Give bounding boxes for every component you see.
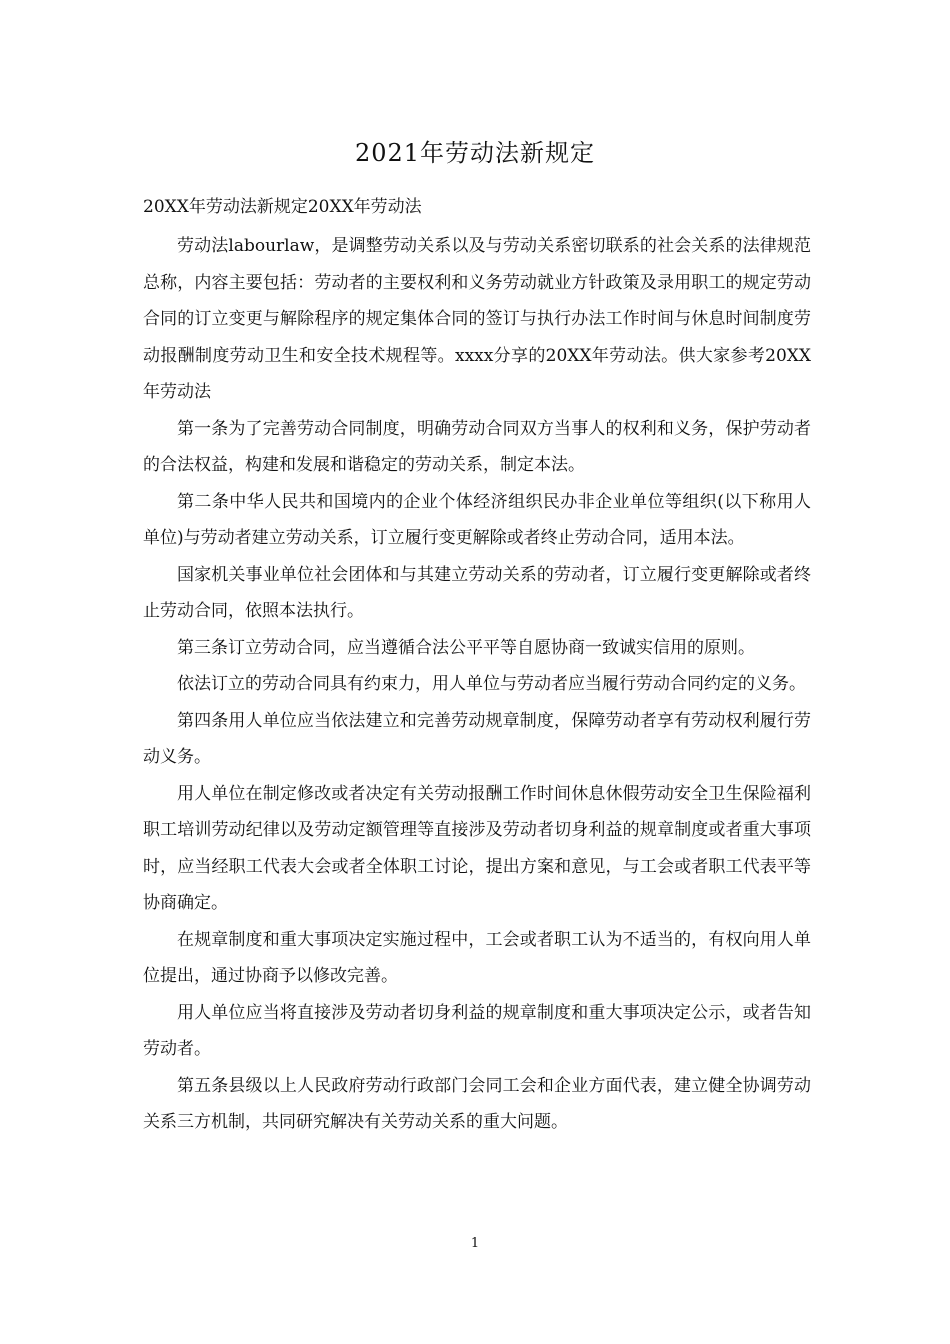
document-body [143,228,811,1141]
paragraph-article-4-cont-3: 用人单位应当将直接涉及劳动者切身利益的规章制度和重大事项决定公示，或者告知劳动者。 [143,1002,811,1059]
paragraph-article-1: 第一条为了完善劳动合同制度，明确劳动合同双方当事人的权利和义务，保护劳动者的合法权益，构建和发展和谐稳定的劳动关系，制定本法。 [143,418,811,475]
document-title: 2021年劳动法新规定 [354,139,596,167]
paragraph-article-2: 第二条中华人民共和国境内的企业个体经济组织民办非企业单位等组织(以下称用人单位)与劳动者建立劳动关系，订立履行变更解除或者终止劳动合同，适用本法。 [143,491,811,548]
paragraph-article-4: 第四条用人单位应当依法建立和完善劳动规章制度，保障劳动者享有劳动权利履行劳动义务。 [143,710,811,767]
paragraph-article-5: 第五条县级以上人民政府劳动行政部门会同工会和企业方面代表，建立健全协调劳动关系三方机制，共同研究解决有关劳动关系的重大问题。 [143,1075,811,1132]
paragraph-article-3: 第三条订立劳动合同，应当遵循合法公平平等自愿协商一致诚实信用的原则。 [177,637,755,658]
paragraph-article-4-cont-2: 在规章制度和重大事项决定实施过程中，工会或者职工认为不适当的，有权向用人单位提出，通过协商予以修改完善。 [143,929,811,986]
paragraph-article-4-cont-1: 用人单位在制定修改或者决定有关劳动报酬工作时间休息休假劳动安全卫生保险福利职工培训劳动纪律以及劳动定额管理等直接涉及劳动者切身利益的规章制度或者重大事项时，应当经职工代表大会或者全体职工讨论，提出方案和意见，与工会或者职工代表平等协商确定。 [143,783,811,913]
paragraph-intro: 劳动法labourlaw，是调整劳动关系以及与劳动关系密切联系的社会关系的法律规范总称，内容主要包括：劳动者的主要权利和义务劳动就业方针政策及录用职工的规定劳动合同的订立变更与解除程序的规定集体合同的签订与执行办法工作时间与休息时间制度劳动报酬制度劳动卫生和安全技术规程等。xxxx分享的20XX年劳动法。供大家参考20XX年劳动法 [143,236,811,402]
paragraph-article-2-cont: 国家机关事业单位社会团体和与其建立劳动关系的劳动者，订立履行变更解除或者终止劳动合同，依照本法执行。 [143,564,811,621]
paragraph-article-3-cont: 依法订立的劳动合同具有约束力，用人单位与劳动者应当履行劳动合同约定的义务。 [177,674,806,694]
document-subtitle: 20XX年劳动法新规定20XX年劳动法 [143,197,422,217]
page-number: 1 [470,1236,480,1251]
